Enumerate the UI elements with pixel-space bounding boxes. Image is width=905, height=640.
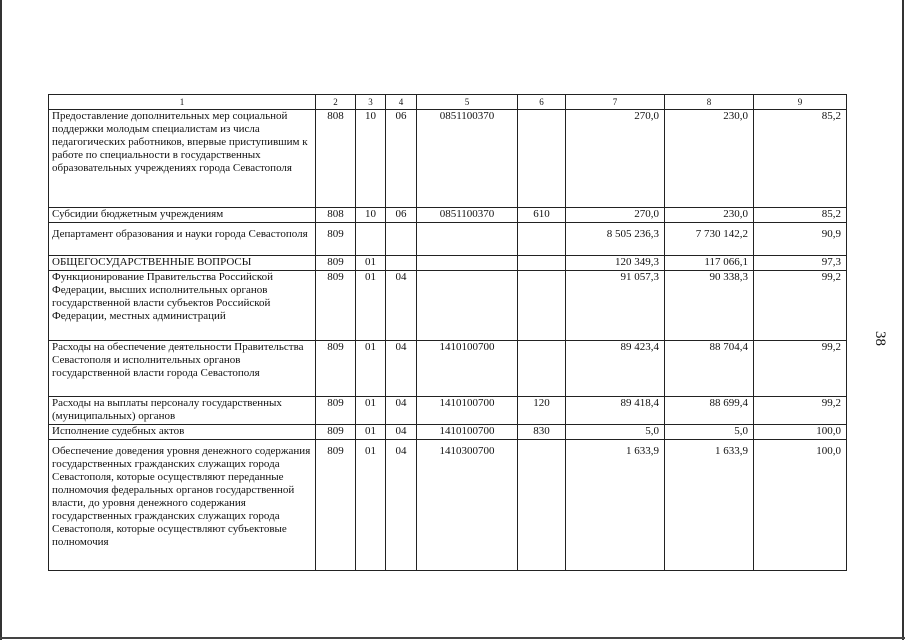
row-admin-code: 809 <box>316 340 356 396</box>
table-row <box>49 228 847 255</box>
table-row <box>49 340 847 396</box>
row-admin-code: 808 <box>316 110 356 208</box>
header-cell: 9 <box>754 95 847 110</box>
header-cell: 7 <box>566 95 665 110</box>
row-planned: 89 423,4 <box>566 340 665 396</box>
budget-table <box>48 94 847 571</box>
row-expense-type <box>518 445 566 571</box>
row-admin-code: 809 <box>316 424 356 439</box>
row-name: Расходы на выплаты персоналу государственных (муниципальных) органов <box>49 396 316 424</box>
row-section: 01 <box>356 445 386 571</box>
row-planned: 8 505 236,3 <box>566 228 665 255</box>
row-executed: 117 066,1 <box>665 255 754 270</box>
row-executed: 88 704,4 <box>665 340 754 396</box>
row-percent: 100,0 <box>754 424 847 439</box>
row-admin-code: 809 <box>316 396 356 424</box>
row-section: 01 <box>356 270 386 340</box>
row-subsection: 04 <box>386 445 417 571</box>
page-border-left <box>0 0 2 640</box>
row-planned: 5,0 <box>566 424 665 439</box>
row-name: Субсидии бюджетным учреждениям <box>49 208 316 223</box>
row-target-article: 1410100700 <box>417 424 518 439</box>
page-border-right <box>902 0 904 640</box>
row-name: Предоставление дополнительных мер социальной поддержки молодым специалистам из числа педагогических работников, впервые приступившим к работе по специальности в государственных образовательных учреждениях города Севастополя <box>49 110 316 208</box>
row-section: 01 <box>356 255 386 270</box>
row-name: Функционирование Правительства Российской Федерации, высших исполнительных органов государственной власти субъектов Российской Федерации, местных администраций <box>49 270 316 340</box>
row-expense-type <box>518 255 566 270</box>
row-expense-type: 830 <box>518 424 566 439</box>
row-executed: 230,0 <box>665 110 754 208</box>
row-name: Обеспечение доведения уровня денежного содержания государственных гражданских служащих города Севастополя, которые осуществляют переданные полномочия федеральных органов государственной власти, до уровня денежного содержания государственных гражданских служащих города Севастополя, которые осуществляют субъектовые полномочия <box>49 445 316 571</box>
row-percent: 99,2 <box>754 396 847 424</box>
table-row <box>49 208 847 223</box>
row-section: 10 <box>356 110 386 208</box>
row-percent: 85,2 <box>754 208 847 223</box>
row-percent: 85,2 <box>754 110 847 208</box>
row-executed: 7 730 142,2 <box>665 228 754 255</box>
row-admin-code: 809 <box>316 445 356 571</box>
row-subsection <box>386 228 417 255</box>
row-planned: 120 349,3 <box>566 255 665 270</box>
row-target-article <box>417 255 518 270</box>
row-executed: 1 633,9 <box>665 445 754 571</box>
header-cell: 6 <box>518 95 566 110</box>
row-name: Исполнение судебных актов <box>49 424 316 439</box>
row-section <box>356 228 386 255</box>
row-subsection: 04 <box>386 396 417 424</box>
row-subsection <box>386 255 417 270</box>
row-target-article: 1410100700 <box>417 340 518 396</box>
row-admin-code: 809 <box>316 270 356 340</box>
row-expense-type: 610 <box>518 208 566 223</box>
header-cell: 3 <box>356 95 386 110</box>
row-planned: 89 418,4 <box>566 396 665 424</box>
row-subsection: 04 <box>386 340 417 396</box>
header-cell: 8 <box>665 95 754 110</box>
row-section: 01 <box>356 424 386 439</box>
page-border-bottom <box>0 637 905 639</box>
row-percent: 99,2 <box>754 340 847 396</box>
row-admin-code: 809 <box>316 255 356 270</box>
row-percent: 97,3 <box>754 255 847 270</box>
table-row <box>49 424 847 439</box>
header-cell: 2 <box>316 95 356 110</box>
row-expense-type <box>518 340 566 396</box>
row-planned: 91 057,3 <box>566 270 665 340</box>
row-expense-type <box>518 270 566 340</box>
table-row <box>49 396 847 424</box>
table-row <box>49 110 847 208</box>
row-target-article <box>417 228 518 255</box>
row-expense-type: 120 <box>518 396 566 424</box>
header-row <box>49 95 847 110</box>
row-section: 10 <box>356 208 386 223</box>
row-section: 01 <box>356 340 386 396</box>
header-cell: 4 <box>386 95 417 110</box>
row-planned: 1 633,9 <box>566 445 665 571</box>
table-row <box>49 445 847 571</box>
table-row <box>49 270 847 340</box>
row-executed: 90 338,3 <box>665 270 754 340</box>
row-target-article: 0851100370 <box>417 110 518 208</box>
row-percent: 90,9 <box>754 228 847 255</box>
row-expense-type <box>518 110 566 208</box>
row-planned: 270,0 <box>566 110 665 208</box>
row-executed: 88 699,4 <box>665 396 754 424</box>
row-admin-code: 809 <box>316 228 356 255</box>
row-target-article: 1410300700 <box>417 445 518 571</box>
row-name: ОБЩЕГОСУДАРСТВЕННЫЕ ВОПРОСЫ <box>49 255 316 270</box>
row-expense-type <box>518 228 566 255</box>
row-name: Расходы на обеспечение деятельности Правительства Севастополя и исполнительных органов государственной власти города Севастополя <box>49 340 316 396</box>
header-cell: 1 <box>49 95 316 110</box>
row-executed: 5,0 <box>665 424 754 439</box>
row-subsection: 04 <box>386 424 417 439</box>
row-percent: 99,2 <box>754 270 847 340</box>
page-number: 38 <box>872 331 888 346</box>
header-cell: 5 <box>417 95 518 110</box>
row-section: 01 <box>356 396 386 424</box>
table-row <box>49 255 847 270</box>
row-admin-code: 808 <box>316 208 356 223</box>
row-target-article: 1410100700 <box>417 396 518 424</box>
row-planned: 270,0 <box>566 208 665 223</box>
row-target-article: 0851100370 <box>417 208 518 223</box>
row-executed: 230,0 <box>665 208 754 223</box>
row-subsection: 04 <box>386 270 417 340</box>
row-name: Департамент образования и науки города Севастополя <box>49 228 316 255</box>
row-target-article <box>417 270 518 340</box>
row-subsection: 06 <box>386 208 417 223</box>
row-percent: 100,0 <box>754 445 847 571</box>
row-subsection: 06 <box>386 110 417 208</box>
